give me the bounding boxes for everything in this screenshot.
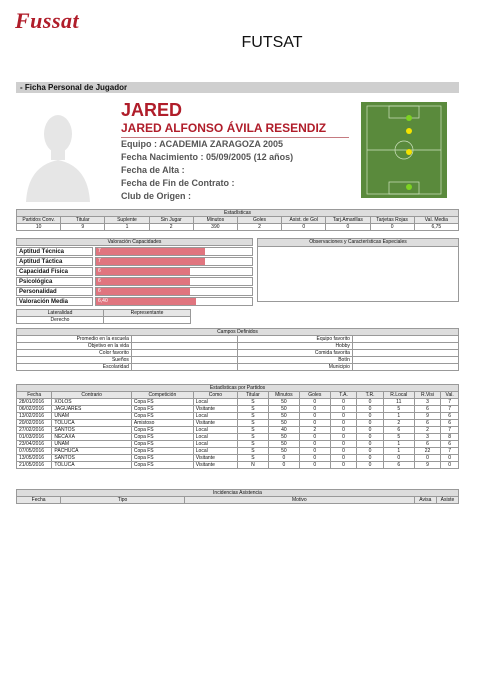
player-full-name: JARED ALFONSO ÁVILA RESENDIZ: [121, 121, 349, 138]
match-cell: 6: [414, 406, 441, 413]
match-cell: 0: [357, 399, 384, 406]
match-cell: 20/02/2016: [17, 420, 52, 427]
match-cell: Copa FS: [131, 399, 193, 406]
matches-table: [16, 384, 459, 469]
defined-field-row: [17, 364, 459, 371]
attendance-header: Asiste: [436, 497, 458, 504]
defined-field-label: Equipo favorito: [237, 336, 352, 343]
stats-header: Val. Media: [414, 217, 458, 224]
match-cell: 6: [441, 413, 459, 420]
stats-value: 10: [17, 224, 61, 231]
section-header: - Ficha Personal de Jugador: [16, 82, 459, 93]
match-cell: 50: [268, 448, 299, 455]
player-birthdate: Fecha Nacimiento : 05/09/2005 (12 años): [121, 152, 294, 162]
defined-field-value: [352, 343, 458, 350]
match-cell: 0: [357, 427, 384, 434]
match-cell: 7: [441, 427, 459, 434]
match-cell: Copa FS: [131, 427, 193, 434]
match-cell: 0: [330, 441, 357, 448]
match-cell: PACHUCA: [52, 448, 132, 455]
matches-header: Val.: [441, 392, 459, 399]
stats-header: Suplente: [105, 217, 149, 224]
stats-value: 6,75: [414, 224, 458, 231]
match-cell: NECAXA: [52, 434, 132, 441]
defined-field-label: Promedio en la escuela: [17, 336, 132, 343]
stats-value: 2: [237, 224, 281, 231]
player-info: [121, 100, 349, 203]
match-cell: 0: [383, 455, 414, 462]
attendance-header: Avisa: [414, 497, 436, 504]
match-cell: 6: [441, 441, 459, 448]
match-cell: Copa FS: [131, 462, 193, 469]
match-row: [17, 434, 459, 441]
attendance-header: Tipo: [61, 497, 185, 504]
match-cell: Copa FS: [131, 441, 193, 448]
match-cell: 6: [383, 427, 414, 434]
match-cell: 50: [268, 434, 299, 441]
match-cell: Copa FS: [131, 406, 193, 413]
match-cell: 0: [441, 455, 459, 462]
match-cell: 3: [414, 434, 441, 441]
match-cell: Visitante: [193, 462, 237, 469]
defined-field-label: Sueños: [17, 357, 132, 364]
match-cell: 21/05/2016: [17, 462, 52, 469]
match-cell: 11: [383, 399, 414, 406]
futsat-logo: Fussat: [15, 8, 80, 33]
defined-field-value: [352, 336, 458, 343]
defined-field-value: [131, 350, 237, 357]
page-title: FUTSAT: [241, 34, 303, 51]
match-cell: S: [237, 427, 268, 434]
match-cell: 2: [383, 420, 414, 427]
match-cell: Copa FS: [131, 455, 193, 462]
match-cell: Copa FS: [131, 413, 193, 420]
match-cell: Local: [193, 434, 237, 441]
match-cell: S: [237, 441, 268, 448]
match-cell: 0: [330, 413, 357, 420]
player-contract-end: Fecha de Fin de Contrato :: [121, 178, 235, 188]
match-cell: 0: [441, 462, 459, 469]
match-cell: 0: [357, 448, 384, 455]
match-cell: 50: [268, 399, 299, 406]
match-cell: Local: [193, 413, 237, 420]
stats-value: 2: [149, 224, 193, 231]
laterality-table: [16, 309, 191, 324]
player-nickname: JARED: [121, 100, 183, 120]
matches-header: T.A.: [330, 392, 357, 399]
capacity-label: Psicológica: [16, 277, 93, 286]
match-cell: UNAM: [52, 413, 132, 420]
match-cell: 0: [299, 413, 330, 420]
stats-value: 9: [61, 224, 105, 231]
match-cell: Local: [193, 399, 237, 406]
capacity-row: [16, 287, 253, 296]
stats-value: 1: [105, 224, 149, 231]
defined-field-label: Botín: [237, 357, 352, 364]
match-cell: 13/05/2016: [17, 455, 52, 462]
capacity-bar: 7: [96, 248, 205, 255]
matches-header: Contrario: [52, 392, 132, 399]
defined-field-value: [352, 364, 458, 371]
match-cell: 0: [357, 406, 384, 413]
match-cell: 0: [299, 441, 330, 448]
match-cell: S: [237, 420, 268, 427]
defined-field-value: [352, 357, 458, 364]
match-cell: XOLOS: [52, 399, 132, 406]
representative-value: [104, 317, 191, 324]
match-cell: S: [237, 413, 268, 420]
capacities-panel: [16, 238, 253, 306]
defined-fields-table: [16, 328, 459, 371]
match-cell: 7: [441, 399, 459, 406]
player-marker: [406, 128, 412, 134]
attendance-header: Fecha: [17, 497, 61, 504]
capacity-bar: 7: [96, 258, 205, 265]
capacities-title: Valoración Capacidades: [16, 238, 253, 246]
match-row: [17, 413, 459, 420]
match-cell: 01/03/2016: [17, 434, 52, 441]
match-cell: 1: [383, 441, 414, 448]
match-cell: 0: [357, 420, 384, 427]
match-cell: S: [237, 399, 268, 406]
player-origin-club: Club de Origen :: [121, 191, 192, 201]
match-row: [17, 427, 459, 434]
match-cell: 0: [330, 455, 357, 462]
defined-field-label: Municipio: [237, 364, 352, 371]
capacity-bar: 6,40: [96, 298, 196, 305]
matches-header: Competición: [131, 392, 193, 399]
match-cell: 1: [383, 448, 414, 455]
match-cell: 0: [299, 399, 330, 406]
stats-header: Sin Jugar: [149, 217, 193, 224]
match-cell: 0: [357, 441, 384, 448]
stats-value: 0: [326, 224, 370, 231]
match-cell: 0: [330, 427, 357, 434]
stats-header: Tarjetas Rojas: [370, 217, 414, 224]
capacity-track: [95, 257, 253, 266]
match-cell: TOLUCA: [52, 462, 132, 469]
match-row: [17, 420, 459, 427]
match-cell: 6: [383, 462, 414, 469]
match-cell: 6: [414, 441, 441, 448]
stats-header: Titular: [61, 217, 105, 224]
attendance-header: Motivo: [184, 497, 414, 504]
match-cell: 5: [383, 406, 414, 413]
defined-field-value: [131, 357, 237, 364]
capacity-label: Capacidad Física: [16, 267, 93, 276]
capacity-label: Personalidad: [16, 287, 93, 296]
match-cell: 13/02/2016: [17, 413, 52, 420]
capacity-track: [95, 277, 253, 286]
match-cell: 50: [268, 441, 299, 448]
attendance-title: Incidencias Asistencia: [17, 490, 459, 497]
match-cell: 0: [414, 455, 441, 462]
match-cell: 7: [441, 448, 459, 455]
match-cell: 0: [357, 462, 384, 469]
match-cell: 06/02/2016: [17, 406, 52, 413]
capacity-row: [16, 297, 253, 306]
matches-header: R.Local: [383, 392, 414, 399]
player-silhouette-icon: [22, 104, 94, 202]
capacity-row: [16, 257, 253, 266]
match-cell: 40: [268, 427, 299, 434]
match-cell: S: [237, 455, 268, 462]
match-cell: 28/01/2016: [17, 399, 52, 406]
stats-header: Minutos: [193, 217, 237, 224]
defined-field-label: Hobby: [237, 343, 352, 350]
match-cell: Visitante: [193, 455, 237, 462]
match-cell: 07/05/2016: [17, 448, 52, 455]
capacity-track: [95, 247, 253, 256]
match-cell: S: [237, 434, 268, 441]
capacity-track: [95, 287, 253, 296]
match-cell: 0: [299, 406, 330, 413]
match-cell: UNAM: [52, 441, 132, 448]
match-cell: 6: [441, 420, 459, 427]
match-cell: 0: [330, 420, 357, 427]
stats-header: Partidos Conv.: [17, 217, 61, 224]
stats-header: Tarj.Amarillas: [326, 217, 370, 224]
match-cell: 0: [357, 455, 384, 462]
stats-value: 390: [193, 224, 237, 231]
matches-header: Goles: [299, 392, 330, 399]
matches-header: Como: [193, 392, 237, 399]
match-cell: 0: [357, 434, 384, 441]
match-cell: N: [237, 462, 268, 469]
match-cell: 27/02/2016: [17, 427, 52, 434]
capacity-bar: 6: [96, 278, 190, 285]
defined-field-label: Comida favorita: [237, 350, 352, 357]
defined-fields-title: Campos Definidos: [17, 329, 459, 336]
defined-field-label: Objetivo en la vida: [17, 343, 132, 350]
matches-header: Titular: [237, 392, 268, 399]
player-alta: Fecha de Alta :: [121, 165, 185, 175]
match-cell: 7: [441, 406, 459, 413]
match-cell: 1: [383, 413, 414, 420]
match-cell: 0: [268, 462, 299, 469]
match-cell: Local: [193, 448, 237, 455]
match-cell: 0: [330, 462, 357, 469]
defined-field-row: [17, 336, 459, 343]
match-cell: 0: [330, 406, 357, 413]
stats-header: Goles: [237, 217, 281, 224]
match-cell: TOLUCA: [52, 420, 132, 427]
representative-header: Representante: [104, 310, 191, 317]
defined-field-label: Color favorito: [17, 350, 132, 357]
capacity-label: Aptitud Técnica: [16, 247, 93, 256]
match-cell: 50: [268, 406, 299, 413]
match-row: [17, 399, 459, 406]
match-row: [17, 406, 459, 413]
match-cell: 0: [357, 413, 384, 420]
match-cell: 9: [414, 413, 441, 420]
defined-field-row: [17, 350, 459, 357]
match-cell: Copa FS: [131, 434, 193, 441]
match-cell: Amistoso: [131, 420, 193, 427]
attendance-table: [16, 489, 459, 504]
match-cell: 3: [414, 399, 441, 406]
match-cell: 0: [330, 448, 357, 455]
match-cell: 23/04/2016: [17, 441, 52, 448]
player-marker: [406, 149, 412, 155]
stats-header: Asist. de Gol: [282, 217, 326, 224]
match-cell: 5: [383, 434, 414, 441]
defined-field-row: [17, 357, 459, 364]
observations-title: Observaciones y Características Especiales: [258, 239, 458, 247]
match-cell: SANTOS: [52, 427, 132, 434]
stats-table: [16, 209, 459, 231]
match-cell: 50: [268, 420, 299, 427]
match-row: [17, 462, 459, 469]
capacity-track: [95, 297, 253, 306]
matches-header: Fecha: [17, 392, 52, 399]
match-cell: Copa FS: [131, 448, 193, 455]
match-cell: 0: [299, 434, 330, 441]
match-cell: 0: [299, 462, 330, 469]
field-position-diagram: [361, 102, 447, 198]
defined-field-value: [131, 336, 237, 343]
matches-header: Minutos: [268, 392, 299, 399]
match-cell: 2: [299, 427, 330, 434]
capacity-track: [95, 267, 253, 276]
player-marker: [406, 184, 412, 190]
matches-header: R.Visi: [414, 392, 441, 399]
match-cell: 2: [414, 427, 441, 434]
match-cell: 0: [299, 455, 330, 462]
capacity-label: Valoración Media: [16, 297, 93, 306]
matches-header: T.R.: [357, 392, 384, 399]
stats-title: Estadísticas: [17, 210, 459, 217]
capacity-row: [16, 267, 253, 276]
match-row: [17, 448, 459, 455]
defined-field-value: [131, 343, 237, 350]
player-team: Equipo : ACADEMIA ZARAGOZA 2005: [121, 139, 284, 149]
laterality-header: Lateralidad: [17, 310, 104, 317]
match-row: [17, 455, 459, 462]
match-cell: Visitante: [193, 420, 237, 427]
match-cell: 9: [414, 462, 441, 469]
matches-title: Estadísticas por Partidos: [17, 385, 459, 392]
laterality-value: Derecho: [17, 317, 104, 324]
match-row: [17, 441, 459, 448]
match-cell: 0: [330, 434, 357, 441]
observations-panel: [257, 238, 459, 302]
match-cell: 0: [330, 399, 357, 406]
match-cell: 0: [268, 455, 299, 462]
stats-value: 0: [282, 224, 326, 231]
match-cell: Visitante: [193, 406, 237, 413]
match-cell: S: [237, 448, 268, 455]
capacity-label: Aptitud Táctica: [16, 257, 93, 266]
match-cell: S: [237, 406, 268, 413]
defined-field-label: Escolaridad: [17, 364, 132, 371]
match-cell: Local: [193, 427, 237, 434]
match-cell: 0: [299, 448, 330, 455]
capacity-row: [16, 247, 253, 256]
defined-field-value: [131, 364, 237, 371]
match-cell: 50: [268, 413, 299, 420]
player-marker: [406, 115, 412, 121]
match-cell: SANTOS: [52, 455, 132, 462]
defined-field-value: [352, 350, 458, 357]
capacity-bar: 6: [96, 288, 190, 295]
match-cell: JAGUARES: [52, 406, 132, 413]
match-cell: 6: [414, 420, 441, 427]
capacity-row: [16, 277, 253, 286]
stats-value: 0: [370, 224, 414, 231]
match-cell: 0: [299, 420, 330, 427]
match-cell: 22: [414, 448, 441, 455]
capacity-bar: 6: [96, 268, 190, 275]
defined-field-row: [17, 343, 459, 350]
match-cell: Local: [193, 441, 237, 448]
match-cell: 8: [441, 434, 459, 441]
